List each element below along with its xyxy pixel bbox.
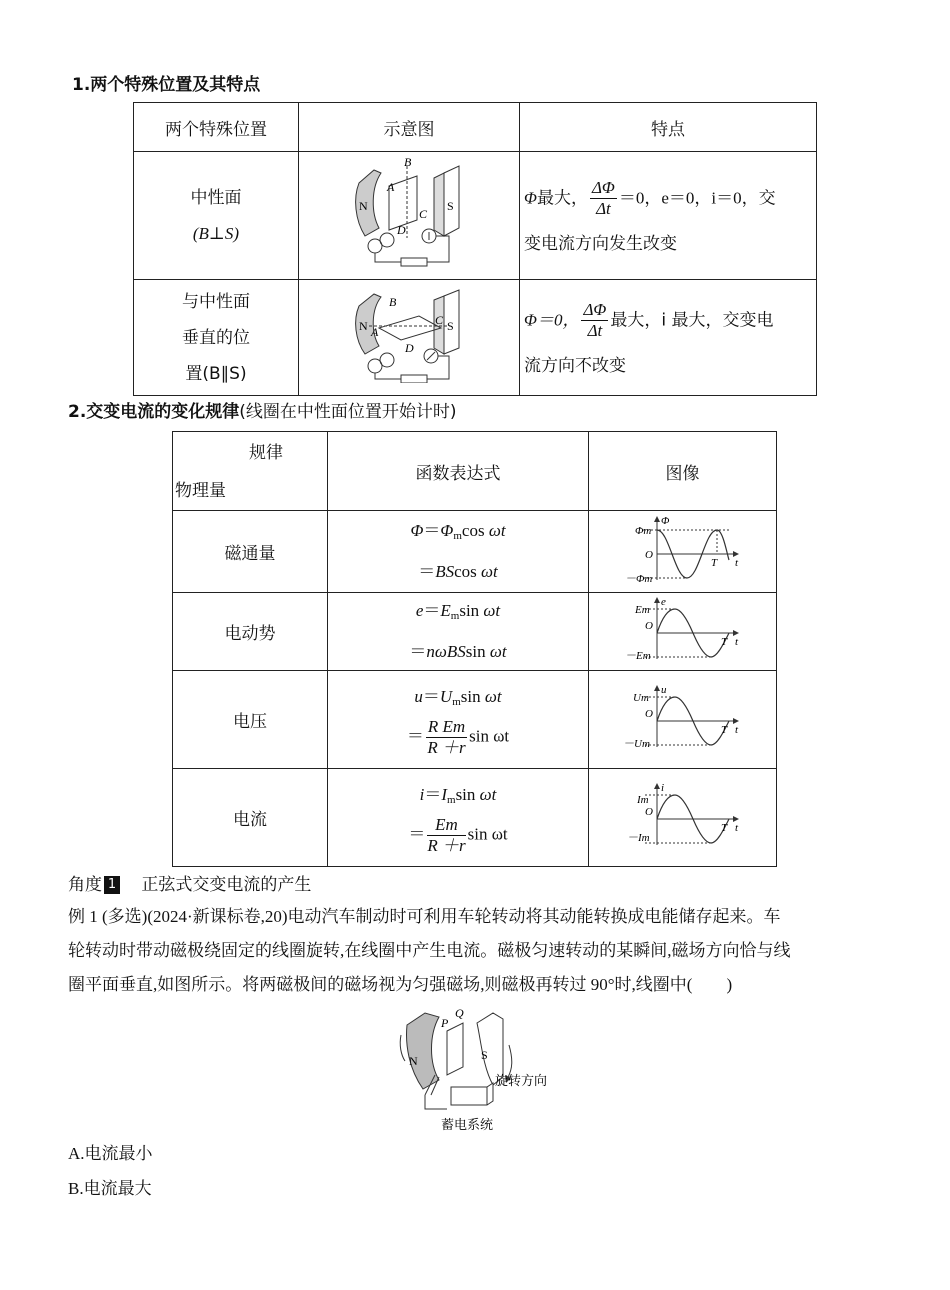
voltage-sin-graph (623, 683, 743, 751)
generator-diagram-1 (339, 158, 479, 268)
svg-text:O: O (644, 549, 653, 561)
svg-text:t: t (734, 557, 738, 569)
row-emf-name: 电动势 (173, 593, 328, 671)
svg-text:－Φm: －Φm (624, 573, 652, 584)
perp-plane-label-2: 垂直的位 (182, 327, 250, 348)
header-diagram: 示意图 (299, 103, 520, 152)
fig1-s: S (447, 199, 454, 213)
flux-cos-graph (623, 514, 743, 584)
fig2-c: C (435, 312, 444, 327)
fig2-d: D (405, 340, 414, 355)
row-flux-name: 磁通量 (173, 511, 328, 593)
row-emf-expr: $e=E_m\sin$ ωt ＝nωBSsin ωt (328, 593, 589, 671)
svg-text:e: e (660, 596, 666, 608)
fig2-a: A (371, 324, 379, 339)
row-voltage-expr: $u=U_m\sin$ ωt ＝ $\frac{\text{R Em}}{R +r}$ sin ωt (328, 671, 589, 769)
fig2-n: N (359, 318, 368, 333)
example-paragraph: 例 1 (多选)(2024·新课标卷,20)电动汽车制动时可利用车轮转动将其动能转换成电能储存起来。车 轮转动时带动磁极绕固定的线圈旋转,在线圈中产生电流。磁极匀速转动的某瞬间,磁场方向恰与线 圈平面垂直,如图所示。将两磁极间的磁场视为匀强磁场,则磁极再转过 90°时,线圈中( ) (68, 907, 791, 994)
header-graph: 图像 (589, 432, 777, 511)
svg-text:u: u (660, 684, 666, 696)
svg-text:O: O (644, 620, 653, 632)
svg-text:P: P (441, 1016, 449, 1030)
row-current-expr: $i=I_m\sin$ ωt ＝ $\frac{Em}{R +r}$ sin ωt (328, 769, 589, 867)
row-current-name: 电流 (173, 769, 328, 867)
svg-text:t: t (734, 636, 738, 648)
emf-sin-graph (623, 595, 743, 663)
svg-text:S: S (481, 1048, 488, 1062)
svg-text:Φ: Φ (660, 515, 669, 527)
svg-text:T: T (720, 636, 727, 648)
fig1-a: A (387, 180, 395, 194)
neutral-plane-diagram (299, 152, 520, 280)
svg-text:O: O (644, 708, 653, 720)
fig1-n: N (359, 199, 368, 213)
fig1-c: C (419, 207, 428, 221)
example-figure (395, 1005, 565, 1135)
svg-text:Im: Im (636, 794, 649, 806)
svg-text:O: O (644, 806, 653, 818)
row-voltage-name: 电压 (173, 671, 328, 769)
option-b[interactable]: B.电流最大 (68, 1179, 152, 1198)
svg-text:－Im: －Im (626, 832, 650, 844)
perp-plane-label-3: 置(B∥S) (185, 363, 247, 384)
svg-text:Um: Um (632, 692, 649, 704)
svg-text:Φm: Φm (634, 525, 651, 537)
svg-text:T: T (710, 557, 717, 569)
row-flux-expr: $\Phi=\Phi_m\cos$ ωt ＝BScos ωt (328, 511, 589, 593)
option-a[interactable]: A.电流最小 (68, 1144, 153, 1163)
section1-title: 1.两个特殊位置及其特点 (72, 75, 261, 95)
angle-heading: 角度 1 正弦式交变电流的产生 (68, 875, 312, 895)
neutral-plane-feature: Φ最大， $\frac{\Delta\Phi}{\Delta t}$ ＝0，e＝0，i＝0，交 变电流方向发生改变 (520, 152, 817, 280)
fig2-s: S (447, 318, 454, 333)
header-feature: 特点 (520, 103, 817, 152)
fig2-b: B (389, 294, 397, 309)
current-sin-graph (623, 781, 743, 849)
flux-rate-fraction-2: $\frac{\Delta\Phi}{\Delta t}$ (583, 299, 607, 340)
header-diagonal-cell: 规律 物理量 (173, 432, 328, 511)
row-voltage-graph (589, 671, 777, 769)
neutral-plane-label: 中性面 (190, 187, 242, 208)
flux-rate-fraction: $\frac{\Delta\Phi}{\Delta t}$ (591, 177, 615, 218)
svg-text:蓄电系统: 蓄电系统 (441, 1117, 494, 1132)
svg-text:－Um: －Um (622, 738, 650, 750)
svg-text:Em: Em (634, 604, 650, 616)
section2-title: 2.交变电流的变化规律(线圈在中性面位置开始计时) (68, 402, 457, 422)
row-flux-graph (589, 511, 777, 593)
row-current-graph (589, 769, 777, 867)
svg-text:N: N (409, 1054, 418, 1068)
perp-plane-feature: Φ＝0， $\frac{\Delta\Phi}{\Delta t}$ 最大，i 最大，交变电 流方向不改变 (520, 280, 817, 396)
svg-text:t: t (734, 724, 738, 736)
generator-diagram-2 (339, 288, 479, 383)
fig1-b: B (404, 158, 412, 169)
svg-text:T: T (720, 724, 727, 736)
ac-law-table (172, 431, 777, 867)
svg-text:i: i (660, 782, 664, 794)
angle-number-badge: 1 (104, 876, 120, 894)
perp-plane-diagram (299, 280, 520, 396)
svg-text:T: T (720, 822, 727, 834)
perp-plane-label-1: 与中性面 (182, 291, 250, 312)
svg-text:旋转方向: 旋转方向 (495, 1073, 548, 1088)
neutral-plane-condition: (B⊥S) (192, 223, 240, 243)
svg-text:Q: Q (455, 1006, 464, 1020)
special-positions-table (133, 102, 817, 396)
svg-text:－Em: －Em (624, 650, 651, 662)
fig1-d: D (397, 223, 406, 237)
header-position: 两个特殊位置 (134, 103, 299, 152)
row-emf-graph (589, 593, 777, 671)
svg-text:t: t (734, 822, 738, 834)
header-function: 函数表达式 (328, 432, 589, 511)
